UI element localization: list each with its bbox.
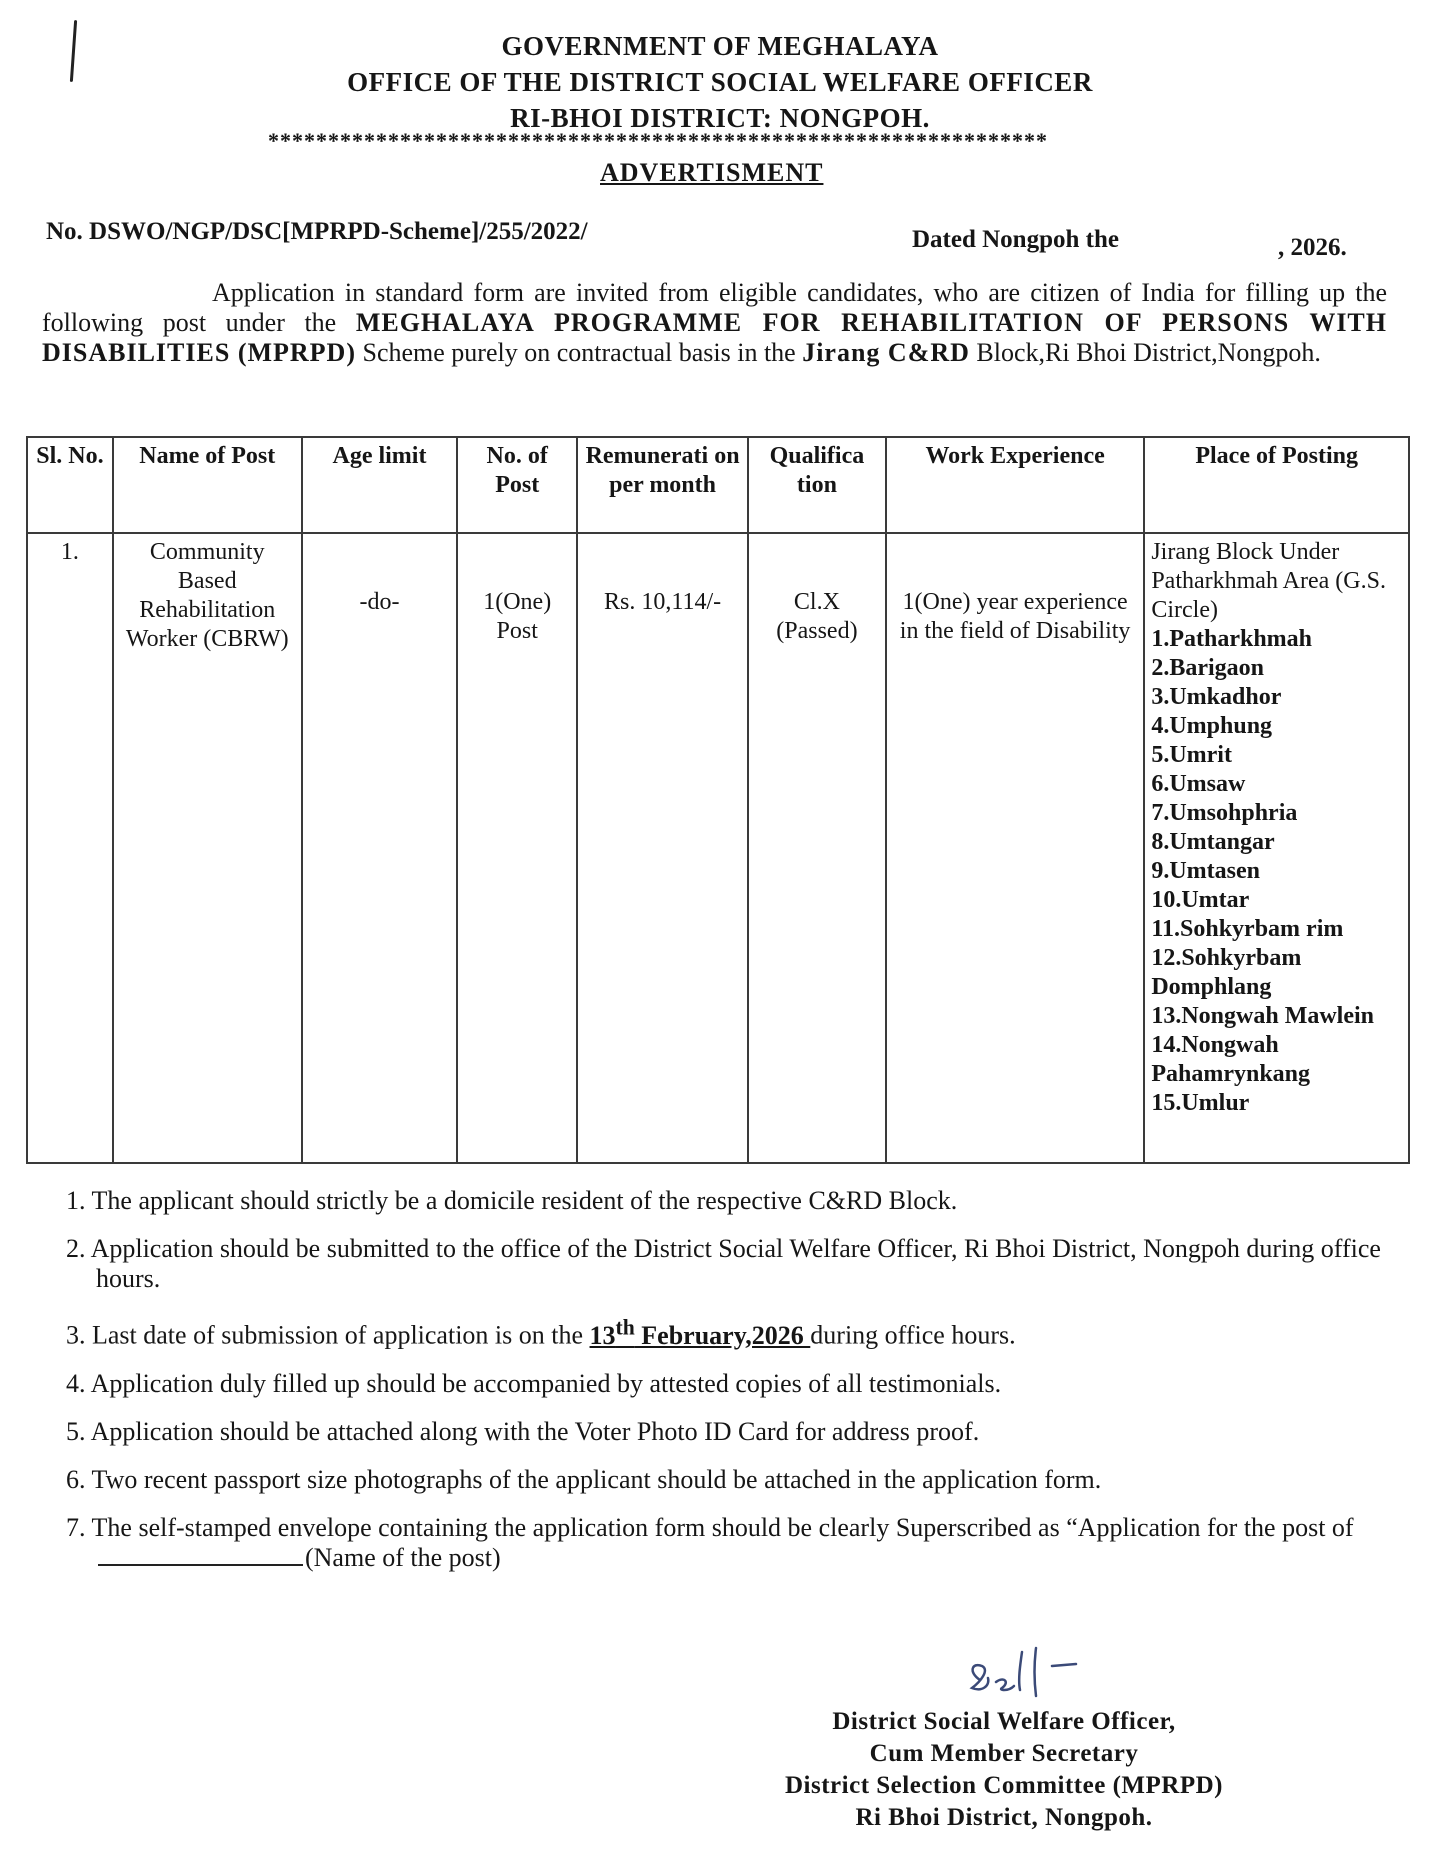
header-no-of-post: No. of Post bbox=[457, 437, 577, 533]
district-name: RI-BHOI DISTRICT: NONGPOH. bbox=[510, 103, 930, 133]
conditions-list bbox=[66, 1186, 1396, 1591]
last-date-day: 13 bbox=[589, 1320, 616, 1350]
condition-3 bbox=[66, 1312, 1396, 1351]
list-item: 10.Umtar bbox=[1151, 887, 1250, 913]
signatory-block bbox=[744, 1706, 1264, 1834]
list-item: 11.Sohkyrbam rim bbox=[1151, 916, 1344, 942]
post-details-table bbox=[26, 436, 1410, 1164]
signatory-title: District Social Welfare Officer, bbox=[832, 1708, 1176, 1735]
signatory-committee: District Selection Committee (MPRPD) bbox=[785, 1772, 1223, 1799]
condition-1: 1. The applicant should strictly be a domicile resident of the respective C&RD Block. bbox=[66, 1186, 958, 1215]
government-name: GOVERNMENT OF MEGHALAYA bbox=[501, 31, 939, 61]
place-heading: Jirang Block Under Patharkhmah Area (G.S. Circle) bbox=[1151, 539, 1386, 623]
star-divider: ***************************************************************** bbox=[268, 128, 1048, 153]
dated-label: Dated Nongpoh the bbox=[912, 226, 1119, 253]
condition-6: 6. Two recent passport size photographs of the applicant should be attached in the application form. bbox=[66, 1464, 1102, 1494]
list-item: 1.Patharkhmah bbox=[1151, 626, 1313, 652]
block-name: Jirang C&RD bbox=[802, 338, 970, 367]
header-work-experience: Work Experience bbox=[886, 437, 1144, 533]
last-date-month-year: February,2026 bbox=[634, 1320, 811, 1350]
condition-7 bbox=[66, 1513, 1396, 1573]
list-item: 6.Umsaw bbox=[1151, 771, 1246, 797]
header-sl-no: Sl. No. bbox=[27, 437, 113, 533]
cell-age-limit: -do- bbox=[302, 533, 458, 1163]
intro-text-1: Application in standard form are invited from eligible candidates, who are citizen of India for filling up the following post under the bbox=[42, 278, 1387, 337]
last-date-suffix: th bbox=[615, 1315, 635, 1339]
list-item: 8.Umtangar bbox=[1151, 829, 1275, 855]
condition-7-tail: (Name of the post) bbox=[305, 1542, 501, 1572]
condition-5: 5. Application should be attached along with the Voter Photo ID Card for address proof. bbox=[66, 1416, 980, 1446]
cell-sl-no: 1. bbox=[27, 533, 113, 1163]
handwritten-signature bbox=[958, 1642, 1128, 1702]
list-item: 14.Nongwah Pahamrynkang bbox=[1151, 1032, 1311, 1087]
cell-work-experience: 1(One) year experience in the field of Disability bbox=[886, 533, 1144, 1163]
last-date bbox=[589, 1315, 811, 1350]
signatory-location: Ri Bhoi District, Nongpoh. bbox=[855, 1804, 1153, 1831]
list-item: 3.Umkadhor bbox=[1151, 684, 1282, 710]
margin-pen-mark bbox=[70, 20, 77, 82]
table-row bbox=[27, 533, 1409, 1163]
office-name: OFFICE OF THE DISTRICT SOCIAL WELFARE OFFICER bbox=[347, 67, 1093, 97]
post-name-blank bbox=[98, 1563, 303, 1566]
header-remuneration: Remunerati on per month bbox=[577, 437, 748, 533]
header-name-of-post: Name of Post bbox=[113, 437, 302, 533]
place-list bbox=[1151, 625, 1402, 1118]
condition-2: 2. Application should be submitted to the office of the District Social Welfare Officer, Ri Bhoi District, Nongpoh during office hours. bbox=[66, 1234, 1381, 1293]
cell-qualification: Cl.X (Passed) bbox=[748, 533, 886, 1163]
cell-name-of-post: Community Based Rehabilitation Worker (CBRW) bbox=[113, 533, 302, 1163]
condition-7-text: 7. The self-stamped envelope containing the application form should be clearly Superscribed as “Application for the post of bbox=[66, 1512, 1354, 1542]
cell-place-of-posting bbox=[1144, 533, 1409, 1163]
condition-3-text: 3. Last date of submission of application is on the bbox=[66, 1320, 590, 1350]
intro-text-2: Scheme purely on contractual basis in the bbox=[356, 338, 803, 367]
condition-3-tail: during office hours. bbox=[810, 1320, 1016, 1350]
scheme-name: MEGHALAYA PROGRAMME FOR REHABILITATION OF PERSONS WITH DISABILITIES (MPRPD) bbox=[42, 308, 1387, 367]
cell-remuneration: Rs. 10,114/- bbox=[577, 533, 748, 1163]
list-item: 9.Umtasen bbox=[1151, 858, 1260, 884]
list-item: 12.Sohkyrbam Domphlang bbox=[1151, 945, 1302, 1000]
header-place-of-posting: Place of Posting bbox=[1144, 437, 1409, 533]
header-qualification: Qualifica tion bbox=[748, 437, 886, 533]
cell-no-of-post: 1(One) Post bbox=[457, 533, 577, 1163]
list-item: 4.Umphung bbox=[1151, 713, 1273, 739]
dated-year: , 2026. bbox=[1278, 234, 1347, 261]
intro-text-3: Block,Ri Bhoi District,Nongpoh. bbox=[969, 338, 1321, 367]
table-header-row bbox=[27, 437, 1409, 533]
list-item: 2.Barigaon bbox=[1151, 655, 1265, 681]
list-item: 15.Umlur bbox=[1151, 1090, 1250, 1116]
letterhead bbox=[240, 28, 1200, 136]
list-item: 7.Umsohphria bbox=[1151, 800, 1298, 826]
reference-number: No. DSWO/NGP/DSC[MPRPD-Scheme]/255/2022/ bbox=[46, 218, 588, 245]
header-age-limit: Age limit bbox=[302, 437, 458, 533]
list-item: 5.Umrit bbox=[1151, 742, 1232, 768]
document-title: ADVERTISMENT bbox=[600, 158, 824, 187]
intro-paragraph bbox=[42, 278, 1387, 368]
condition-4: 4. Application duly filled up should be accompanied by attested copies of all testimonials. bbox=[66, 1368, 1002, 1398]
signatory-role: Cum Member Secretary bbox=[869, 1740, 1139, 1767]
list-item: 13.Nongwah Mawlein bbox=[1151, 1003, 1375, 1029]
